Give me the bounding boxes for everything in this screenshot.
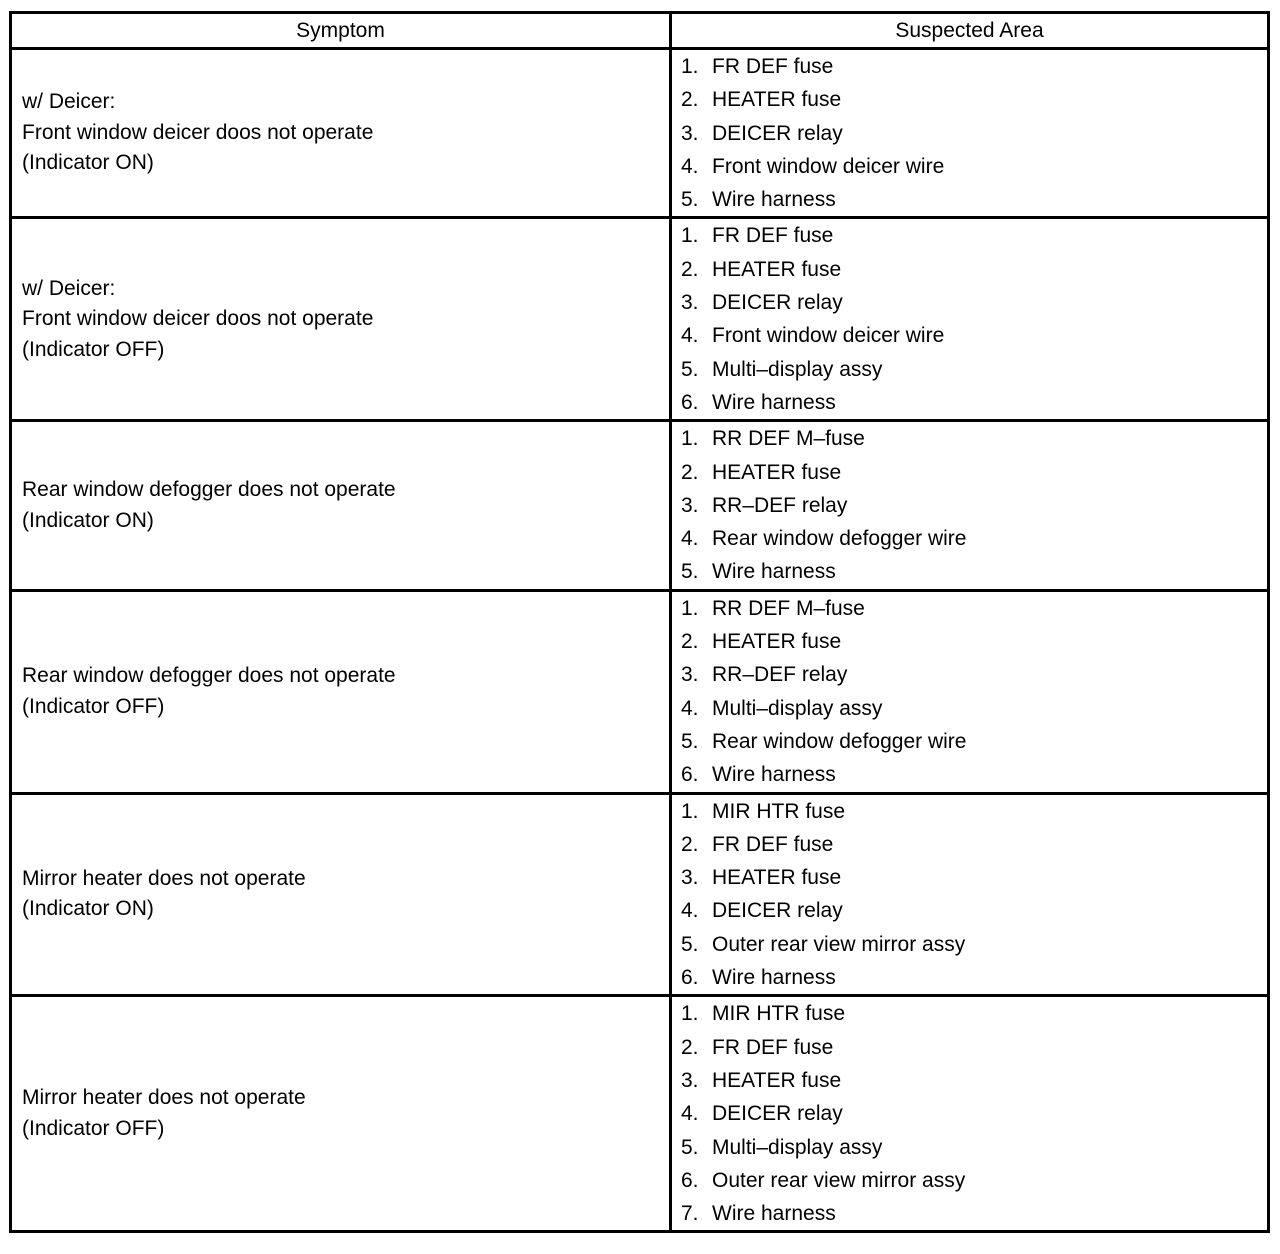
list-item-number: 3. [681, 121, 699, 145]
table-row [11, 590, 1269, 793]
suspected-area-cell [671, 996, 1269, 1232]
list-item-text: DEICER relay [712, 1102, 843, 1126]
list-item-number: 2. [681, 88, 699, 112]
list-item [681, 150, 1267, 183]
symptom-text-line: Front window deicer doos not operate [22, 120, 374, 144]
list-item [681, 422, 1267, 455]
list-item-text: Multi–display assy [712, 696, 883, 720]
list-item [681, 319, 1267, 352]
list-item-number: 1. [681, 427, 699, 451]
list-item-number: 6. [681, 1168, 699, 1192]
table-body [11, 49, 1269, 1232]
list-item-number: 7. [681, 1202, 699, 1226]
list-item-text: HEATER fuse [712, 630, 842, 654]
list-item-text: Outer rear view mirror assy [712, 1168, 966, 1192]
list-item [681, 1131, 1267, 1164]
list-item-text: HEATER fuse [712, 460, 842, 484]
list-item [681, 997, 1267, 1030]
list-item [681, 725, 1267, 758]
suspected-area-cell [671, 793, 1269, 996]
list-item-number: 3. [681, 1068, 699, 1092]
list-item-text: FR DEF fuse [712, 832, 834, 856]
list-item [681, 117, 1267, 150]
symptom-text-line: Mirror heater does not operate [22, 1086, 306, 1110]
list-item [681, 1164, 1267, 1197]
list-item [681, 286, 1267, 319]
list-item-number: 2. [681, 630, 699, 654]
symptom-text-line: (Indicator OFF) [22, 337, 165, 361]
list-item [681, 758, 1267, 791]
list-item [681, 692, 1267, 725]
symptom-text-line: w/ Deicer: [22, 276, 116, 300]
suspected-area-list [681, 422, 1267, 588]
symptom-text-line: (Indicator OFF) [22, 694, 165, 718]
suspected-area-cell [671, 421, 1269, 590]
list-item-number: 4. [681, 154, 699, 178]
list-item-number: 2. [681, 257, 699, 281]
symptom-text-line: w/ Deicer: [22, 90, 116, 114]
list-item-number: 5. [681, 1135, 699, 1159]
table-row [11, 49, 1269, 218]
list-item-text: Wire harness [712, 763, 836, 787]
symptom-table [9, 11, 1270, 1233]
list-item-text: RR–DEF relay [712, 493, 848, 517]
list-item [681, 253, 1267, 286]
symptom-cell [11, 590, 671, 793]
list-item-number: 4. [681, 527, 699, 551]
list-item [681, 1197, 1267, 1230]
suspected-area-header: Suspected Area [671, 13, 1269, 49]
list-item-number: 6. [681, 966, 699, 990]
suspected-area-list [681, 795, 1267, 995]
list-item-number: 6. [681, 390, 699, 414]
suspected-area-cell [671, 218, 1269, 421]
list-item-number: 3. [681, 291, 699, 315]
list-item-text: Multi–display assy [712, 357, 883, 381]
symptom-text-line: (Indicator ON) [22, 151, 154, 175]
list-item-text: MIR HTR fuse [712, 799, 846, 823]
list-item-text: Front window deicer wire [712, 324, 945, 348]
list-item [681, 456, 1267, 489]
list-item [681, 386, 1267, 419]
list-item-text: DEICER relay [712, 899, 843, 923]
symptom-header: Symptom [11, 13, 671, 49]
suspected-area-list [681, 50, 1267, 216]
list-item [681, 625, 1267, 658]
list-item-text: Outer rear view mirror assy [712, 932, 966, 956]
list-item-text: RR DEF M–fuse [712, 596, 865, 620]
list-item-number: 5. [681, 357, 699, 381]
list-item [681, 894, 1267, 927]
list-item-text: FR DEF fuse [712, 1035, 834, 1059]
list-item [681, 1031, 1267, 1064]
list-item-text: RR DEF M–fuse [712, 427, 865, 451]
list-item [681, 928, 1267, 961]
table-row [11, 218, 1269, 421]
list-item [681, 522, 1267, 555]
table-row [11, 793, 1269, 996]
list-item-number: 4. [681, 899, 699, 923]
list-item-number: 2. [681, 832, 699, 856]
symptom-cell [11, 218, 671, 421]
list-item-number: 3. [681, 663, 699, 687]
list-item [681, 1097, 1267, 1130]
list-item-number: 4. [681, 696, 699, 720]
list-item-text: FR DEF fuse [712, 55, 834, 78]
list-item-text: RR–DEF relay [712, 663, 848, 687]
list-item-text: FR DEF fuse [712, 224, 834, 248]
suspected-area-list [681, 997, 1267, 1230]
list-item-number: 1. [681, 596, 699, 620]
list-item [681, 183, 1267, 216]
list-item-number: 3. [681, 493, 699, 517]
list-item [681, 592, 1267, 625]
list-item [681, 353, 1267, 386]
list-item-text: HEATER fuse [712, 866, 842, 890]
list-item-text: DEICER relay [712, 121, 843, 145]
list-item-number: 4. [681, 1102, 699, 1126]
symptom-text-line: Front window deicer doos not operate [22, 307, 374, 331]
list-item [681, 658, 1267, 691]
symptom-cell [11, 49, 671, 218]
list-item-number: 5. [681, 932, 699, 956]
list-item [681, 555, 1267, 588]
symptom-cell [11, 996, 671, 1232]
list-item-number: 1. [681, 224, 699, 248]
symptom-text-line: (Indicator OFF) [22, 1116, 165, 1140]
symptom-text-line: (Indicator ON) [22, 897, 154, 921]
list-item-number: 5. [681, 188, 699, 212]
list-item-text: Wire harness [712, 560, 836, 584]
list-item-number: 6. [681, 763, 699, 787]
list-item [681, 50, 1267, 83]
list-item [681, 861, 1267, 894]
suspected-area-list [681, 219, 1267, 419]
list-item-text: Multi–display assy [712, 1135, 883, 1159]
list-item-text: Rear window defogger wire [712, 729, 967, 753]
list-item-text: HEATER fuse [712, 257, 842, 281]
list-item-text: Wire harness [712, 1202, 836, 1226]
suspected-area-cell [671, 49, 1269, 218]
list-item-number: 5. [681, 560, 699, 584]
list-item-number: 3. [681, 866, 699, 890]
symptom-text-line: (Indicator ON) [22, 508, 154, 532]
list-item-text: MIR HTR fuse [712, 1002, 846, 1026]
list-item [681, 1064, 1267, 1097]
list-item [681, 828, 1267, 861]
list-item [681, 83, 1267, 116]
list-item-text: Wire harness [712, 390, 836, 414]
list-item-number: 5. [681, 729, 699, 753]
list-item-text: Rear window defogger wire [712, 527, 967, 551]
list-item-number: 1. [681, 1002, 699, 1026]
list-item-text: HEATER fuse [712, 88, 842, 112]
list-item-text: HEATER fuse [712, 1068, 842, 1092]
suspected-area-cell [671, 590, 1269, 793]
list-item-number: 2. [681, 460, 699, 484]
table-row [11, 421, 1269, 590]
table-row [11, 996, 1269, 1232]
symptom-text-line: Rear window defogger does not operate [22, 478, 396, 501]
list-item-number: 1. [681, 799, 699, 823]
list-item-number: 4. [681, 324, 699, 348]
list-item-text: Front window deicer wire [712, 154, 945, 178]
list-item-text: DEICER relay [712, 291, 843, 315]
symptom-cell [11, 793, 671, 996]
list-item [681, 795, 1267, 828]
symptom-cell [11, 421, 671, 590]
list-item [681, 489, 1267, 522]
suspected-area-list [681, 592, 1267, 792]
list-item-text: Wire harness [712, 188, 836, 212]
list-item [681, 961, 1267, 994]
list-item [681, 219, 1267, 252]
symptom-text-line: Mirror heater does not operate [22, 866, 306, 890]
table-header-row [11, 13, 1269, 49]
list-item-number: 1. [681, 55, 699, 78]
list-item-number: 2. [681, 1035, 699, 1059]
list-item-text: Wire harness [712, 966, 836, 990]
symptom-text-line: Rear window defogger does not operate [22, 664, 396, 688]
